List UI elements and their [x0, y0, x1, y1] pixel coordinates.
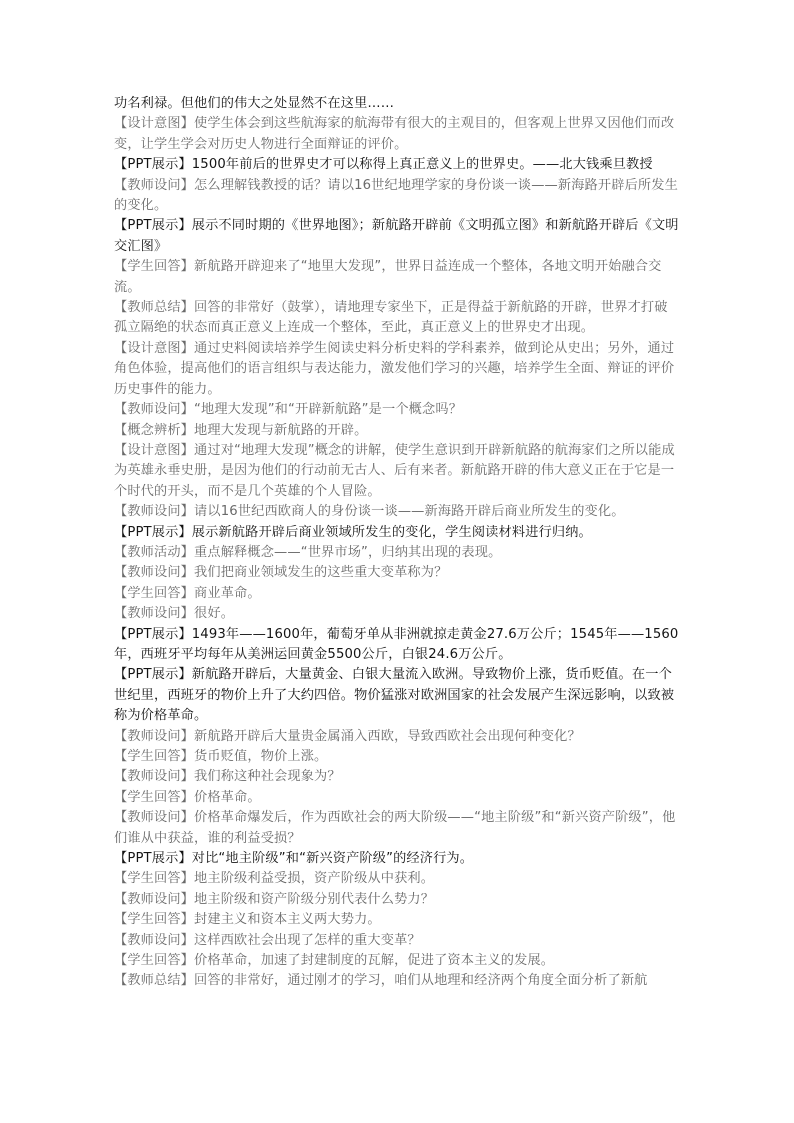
- paragraph-21: 【学生回答】货币贬值，物价上涨。: [114, 749, 328, 764]
- paragraph-6: 【学生回答】新航路开辟迎来了“地里大发现”，世界日益连成一个整体，各地文明开始融合交流。: [114, 259, 662, 295]
- paragraph-15: 【教师设问】我们把商业领域发生的这些重大变革称为？: [114, 565, 448, 581]
- document-body: [114, 94, 680, 992]
- paragraph-10: 【概念辨析】地理大发现与新航路的开辟。: [114, 422, 368, 438]
- paragraph-12: 【教师设问】请以16世纪西欧商人的身份谈一谈——新海路开辟后商业所发生的变化。: [114, 504, 625, 520]
- paragraph-3: 【PPT展示】1500年前后的世界史才可以称得上真正意义上的世界史。——北大钱乘旦教授: [114, 157, 653, 173]
- paragraph-9: 【教师设问】“地理大发现”和“开辟新航路”是一个概念吗？: [114, 402, 463, 418]
- paragraph-17: 【教师设问】很好。: [114, 606, 235, 622]
- paragraph-4: 【教师设问】怎么理解钱教授的话？请以16世纪地理学家的身份谈一谈——新海路开辟后所发生的变化。: [114, 177, 678, 214]
- paragraph-31: 【教师总结】回答的非常好，通过刚才的学习，咱们从地理和经济两个角度全面分析了新航: [114, 973, 648, 989]
- paragraph-27: 【教师设问】地主阶级和资产阶级分别代表什么势力？: [114, 891, 435, 907]
- paragraph-25: 【PPT展示】对比“地主阶级”和“新兴资产阶级”的经济行为。: [114, 851, 474, 867]
- paragraph-30: 【学生回答】价格革命，加速了封建制度的瓦解，促进了资本主义的发展。: [114, 953, 555, 969]
- paragraph-8: 【设计意图】通过史料阅读培养学生阅读史料分析史料的学科素养，做到论从史出；另外，通过角色体验，提高他们的语言组织与表达能力，激发他们学习的兴趣，培养学生全面、辩证的评价历史事件的能力。: [114, 340, 675, 397]
- paragraph-7: 【教师总结】回答的非常好（鼓掌），请地理专家坐下，正是得益于新航路的开辟，世界才打破孤立隔绝的状态而真正意义上连成一个整体，至此，真正意义上的世界史才出现。: [114, 300, 668, 336]
- paragraph-19: 【PPT展示】新航路开辟后，大量黄金、白银大量流入欧洲。导致物价上涨，货币贬值。在一个世纪里，西班牙的物价上升了大约四倍。物价猛涨对欧洲国家的社会发展产生深远影响，以致被称为价格革命。: [114, 667, 675, 724]
- paragraph-18: 【PPT展示】1493年——1600年，葡萄牙单从非洲就掠走黄金27.6万公斤；1545年——1560年，西班牙平均每年从美洲运回黄金5500公斤，白银24.6万公斤。: [114, 626, 679, 662]
- paragraph-28: 【学生回答】封建主义和资本主义两大势力。: [114, 912, 381, 928]
- paragraph-23: 【学生回答】价格革命。: [114, 789, 261, 805]
- paragraph-5: 【PPT展示】展示不同时期的《世界地图》；新航路开辟前《文明孤立图》和新航路开辟后《文明交汇图》: [114, 218, 679, 254]
- paragraph-22: 【教师设问】我们称这种社会现象为？: [114, 769, 341, 785]
- paragraph-24: 【教师设问】价格革命爆发后，作为西欧社会的两大阶级——“地主阶级”和“新兴资产阶级”，他们谁从中获益，谁的利益受损？: [114, 810, 676, 846]
- paragraph-20: 【教师设问】新航路开辟后大量贵金属涌入西欧，导致西欧社会出现何种变化？: [114, 728, 581, 744]
- paragraph-2: 【设计意图】使学生体会到这些航海家的航海带有很大的主观目的，但客观上世界又因他们而改变，让学生学会对历史人物进行全面辩证的评价。: [114, 116, 675, 152]
- paragraph-13: 【PPT展示】展示新航路开辟后商业领域所发生的变化，学生阅读材料进行归纳。: [114, 524, 592, 540]
- paragraph-26: 【学生回答】地主阶级利益受损，资产阶级从中获利。: [114, 871, 435, 887]
- paragraph-16: 【学生回答】商业革命。: [114, 585, 261, 601]
- paragraph-1: 功名利禄。但他们的伟大之处显然不在这里……: [114, 96, 395, 111]
- paragraph-11: 【设计意图】通过对“地理大发现”概念的讲解，使学生意识到开辟新航路的航海家们之所以能成为英雄永垂史册，是因为他们的行动前无古人、后有来者。新航路开辟的伟大意义正在于它是一个时代的开头，而不是几个英雄的个人冒险。: [114, 442, 675, 499]
- paragraph-14: 【教师活动】重点解释概念——“世界市场”，归纳其出现的表现。: [114, 544, 502, 560]
- paragraph-29: 【教师设问】这样西欧社会出现了怎样的重大变革？: [114, 932, 421, 948]
